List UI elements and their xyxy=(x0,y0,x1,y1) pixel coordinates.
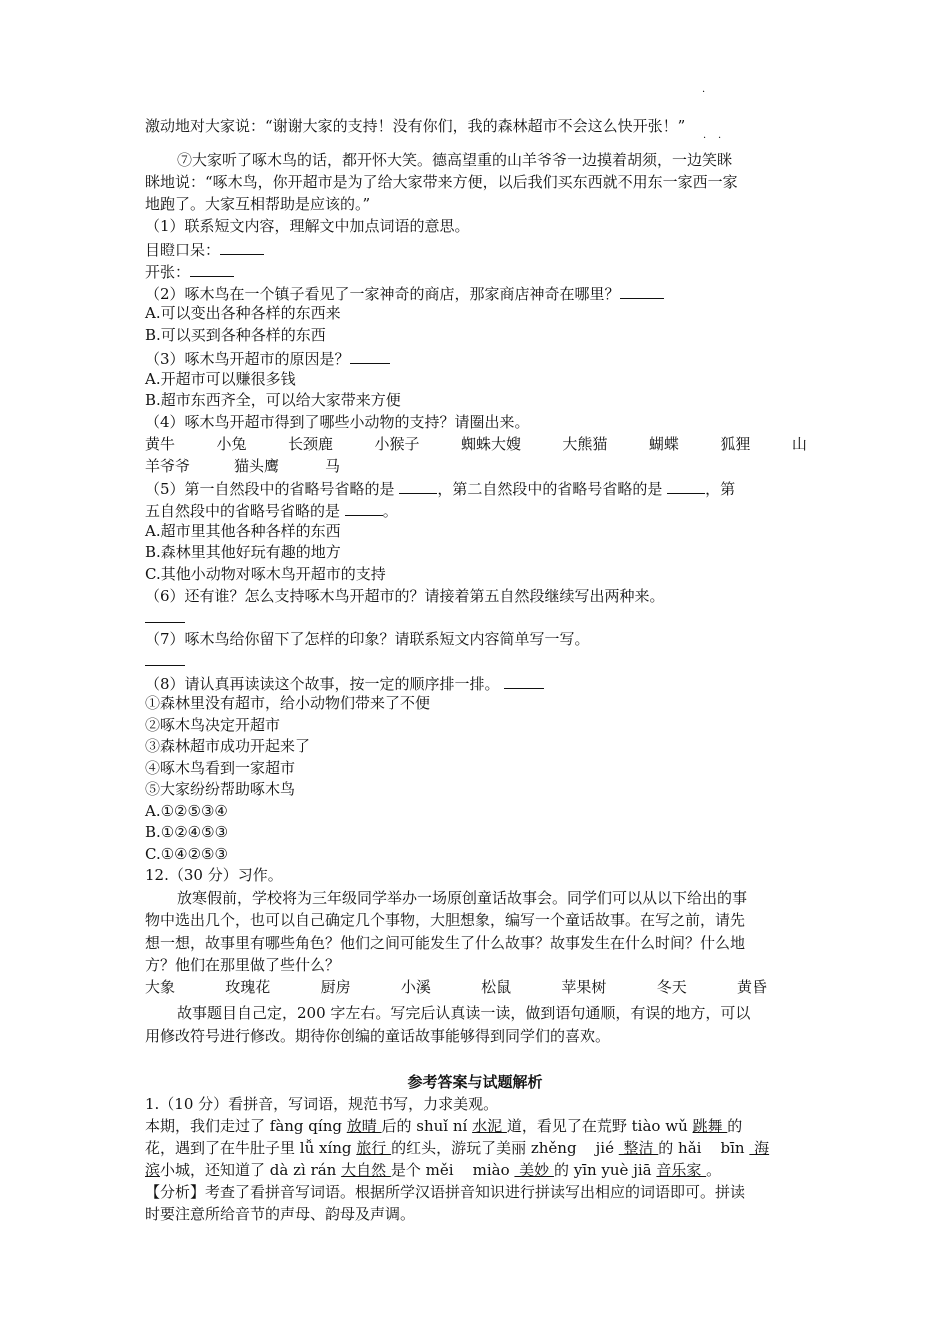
question-6: （6）还有谁？怎么支持啄木鸟开超市的？请接着第五自然段继续写出两种来。 xyxy=(145,587,665,605)
text: 小城，还知道了 dà zì rán xyxy=(160,1161,342,1179)
answer-1-line-2 xyxy=(145,1138,769,1158)
question-8-item-5: ⑤大家纷纷帮助啄木鸟 xyxy=(145,780,296,798)
emphasis-dot-2: · xyxy=(718,133,722,144)
composition-paragraph-1-line-4: 方？他们在那里做了些什么？ xyxy=(145,956,341,974)
question-text: （2）啄木鸟在一个镇子看见了一家神奇的商店，那家商店神奇在哪里？ xyxy=(145,285,620,303)
animal-option[interactable]: 黄牛 xyxy=(145,435,176,453)
answer-blank[interactable] xyxy=(145,649,185,666)
text: 花，遇到了在牛肚子里 lǚ xíng xyxy=(145,1139,357,1157)
answer-1-line-3 xyxy=(145,1160,721,1180)
composition-word: 厨房 xyxy=(320,978,351,996)
question-text: ，第二自然段中的省略号省略的是 xyxy=(437,480,668,498)
answer-blank[interactable] xyxy=(620,282,664,299)
answer-blank[interactable] xyxy=(145,606,185,623)
composition-word: 大象 xyxy=(145,978,176,996)
text: 的 xyxy=(727,1117,743,1135)
question-text: （5）第一自然段中的省略号省略的是 xyxy=(145,480,400,498)
text: 的红头，游玩了美丽 zhěng jié xyxy=(391,1139,619,1157)
animal-option[interactable]: 马 xyxy=(325,457,341,475)
answer-blank[interactable] xyxy=(399,477,437,494)
animal-option[interactable]: 狐狸 xyxy=(720,435,751,453)
answer-blank[interactable] xyxy=(345,499,383,516)
answer-word: 大自然 xyxy=(341,1161,391,1179)
analysis-line-2: 时要注意所给音节的声母、韵母及声调。 xyxy=(145,1205,416,1223)
answer-word: 海 xyxy=(749,1139,770,1157)
question-2-option-a: A.可以变出各种各样的东西来 xyxy=(145,304,341,322)
paragraph-7-line-3: 地跑了。大家互相帮助是应该的。” xyxy=(145,195,371,213)
answer-1-heading: 1.（10 分）看拼音，写词语，规范书写，力求美观。 xyxy=(145,1095,499,1113)
composition-word-list xyxy=(145,977,767,997)
paragraph-7-line-2: 眯地说：“啄木鸟，你开超市是为了给大家带来方便，以后我们买东西就不用东一家西一家 xyxy=(145,173,738,191)
composition-word: 苹果树 xyxy=(561,978,607,996)
question-7-answer-line xyxy=(145,649,185,671)
question-2 xyxy=(145,282,664,304)
question-text: （3）啄木鸟开超市的原因是？ xyxy=(145,350,350,368)
question-4-animal-row-2 xyxy=(145,456,340,476)
paragraph-7-line-1: ⑦大家听了啄木鸟的话，都开怀大笑。德高望重的山羊爷爷一边摸着胡须，一边笑眯 xyxy=(177,151,733,169)
question-3-option-a: A.开超市可以赚很多钱 xyxy=(145,370,296,388)
composition-word: 松鼠 xyxy=(481,978,512,996)
question-6-answer-line xyxy=(145,606,185,628)
composition-paragraph-1-line-2: 物中选出几个，也可以自己确定几个事物，大胆想象，编写一个童话故事。在写之前，请先 xyxy=(145,911,746,929)
answer-word: 音乐家 xyxy=(656,1161,707,1179)
question-8-item-1: ①森林里没有超市，给小动物们带来了不便 xyxy=(145,694,431,712)
question-8-option-a: A.①②⑤③④ xyxy=(145,802,228,820)
text: 的 yīn yuè jiā xyxy=(553,1161,657,1179)
composition-word: 小溪 xyxy=(400,978,431,996)
composition-paragraph-1-line-3: 想一想，故事里有哪些角色？他们之间可能发生了什么故事？故事发生在什么时间？什么地 xyxy=(145,934,746,952)
question-3 xyxy=(145,347,390,369)
animal-option[interactable]: 小兔 xyxy=(216,435,247,453)
question-4: （4）啄木鸟开超市得到了哪些小动物的支持？请圈出来。 xyxy=(145,413,530,431)
answer-blank[interactable] xyxy=(504,672,544,689)
answer-blank[interactable] xyxy=(220,238,264,255)
answer-word: 整洁 xyxy=(618,1139,659,1157)
question-1-word-2 xyxy=(145,260,234,282)
text: 后的 shuǐ ní xyxy=(381,1117,473,1135)
composition-word: 黄昏 xyxy=(736,978,767,996)
answer-word: 水泥 xyxy=(472,1117,507,1135)
question-text: （8）请认真再读读这个故事，按一定的顺序排一排。 xyxy=(145,675,505,693)
composition-heading: 12.（30 分）习作。 xyxy=(145,866,283,884)
animal-option[interactable]: 蝴蝶 xyxy=(648,435,679,453)
question-1: （1）联系短文内容，理解文中加点词语的意思。 xyxy=(145,217,470,235)
question-5-option-a: A.超市里其他各种各样的东西 xyxy=(145,522,341,540)
question-5-line-2 xyxy=(145,499,398,521)
answer-word: 滨 xyxy=(145,1161,161,1179)
story-line-1: 激动地对大家说：“谢谢大家的支持！没有你们，我的森林超市不会这么快开张！” xyxy=(145,117,686,135)
composition-paragraph-2-line-2: 用修改符号进行修改。期待你创编的童话故事能够得到同学们的喜欢。 xyxy=(145,1027,611,1045)
question-text: 。 xyxy=(382,502,398,520)
answer-word: 旅行 xyxy=(356,1139,392,1157)
question-8-item-4: ④啄木鸟看到一家超市 xyxy=(145,759,296,777)
text: 本期，我们走过了 fàng qíng xyxy=(145,1117,347,1135)
animal-option[interactable]: 大熊猫 xyxy=(562,435,608,453)
answer-blank[interactable] xyxy=(350,347,390,364)
word-label: 开张： xyxy=(145,263,191,281)
question-8 xyxy=(145,672,544,694)
question-8-item-2: ②啄木鸟决定开超市 xyxy=(145,716,281,734)
word-label: 目瞪口呆： xyxy=(145,241,221,259)
animal-option[interactable]: 蜘蛛大嫂 xyxy=(460,435,521,453)
text: 。 xyxy=(706,1161,722,1179)
text: 是个 měi miào xyxy=(390,1161,515,1179)
animal-option[interactable]: 羊爷爷 xyxy=(145,457,191,475)
animal-option[interactable]: 长颈鹿 xyxy=(287,435,333,453)
question-3-option-b: B.超市东西齐全，可以给大家带来方便 xyxy=(145,391,401,409)
answer-word: 美妙 xyxy=(514,1161,554,1179)
answer-word: 跳舞 xyxy=(692,1117,728,1135)
analysis-line-1: 【分析】考查了看拼音写词语。根据所学汉语拼音知识进行拼读写出相应的词语即可。拼读 xyxy=(145,1183,746,1201)
animal-option[interactable]: 山 xyxy=(791,435,807,453)
text: 道，看见了在荒野 tiào wǔ xyxy=(506,1117,693,1135)
question-text: ，第 xyxy=(705,480,736,498)
emphasis-dot-1: · xyxy=(703,133,707,144)
question-5-option-b: B.森林里其他好玩有趣的地方 xyxy=(145,543,341,561)
composition-paragraph-1-line-1: 放寒假前，学校将为三年级同学举办一场原创童话故事会。同学们可以从以下给出的事 xyxy=(177,889,748,907)
question-8-option-c: C.①④②⑤③ xyxy=(145,845,228,863)
answers-title: 参考答案与试题解析 xyxy=(407,1073,543,1091)
composition-paragraph-2-line-1: 故事题目自己定，200 字左右。写完后认真读一读，做到语句通顺，有误的地方，可以 xyxy=(177,1004,751,1022)
question-2-option-b: B.可以买到各种各样的东西 xyxy=(145,326,326,344)
answer-word: 放晴 xyxy=(346,1117,382,1135)
question-8-option-b: B.①②④⑤③ xyxy=(145,823,229,841)
question-1-word-1 xyxy=(145,238,264,260)
answer-blank[interactable] xyxy=(190,260,234,277)
animal-option[interactable]: 猫头鹰 xyxy=(234,457,280,475)
answer-blank[interactable] xyxy=(667,477,705,494)
answer-1-line-1 xyxy=(145,1116,742,1136)
question-5-line-1 xyxy=(145,477,735,499)
composition-word: 玫瑰花 xyxy=(225,978,271,996)
question-7: （7）啄木鸟给你留下了怎样的印象？请联系短文内容简单写一写。 xyxy=(145,630,590,648)
question-5-option-c: C.其他小动物对啄木鸟开超市的支持 xyxy=(145,565,386,583)
question-8-item-3: ③森林超市成功开起来了 xyxy=(145,737,311,755)
question-4-animal-row-1 xyxy=(145,434,807,454)
text: 的 hǎi bīn xyxy=(658,1139,750,1157)
question-text: 五自然段中的省略号省略的是 xyxy=(145,502,345,520)
animal-option[interactable]: 小猴子 xyxy=(374,435,420,453)
composition-word: 冬天 xyxy=(656,978,687,996)
top-dot-mark: · xyxy=(702,87,706,98)
